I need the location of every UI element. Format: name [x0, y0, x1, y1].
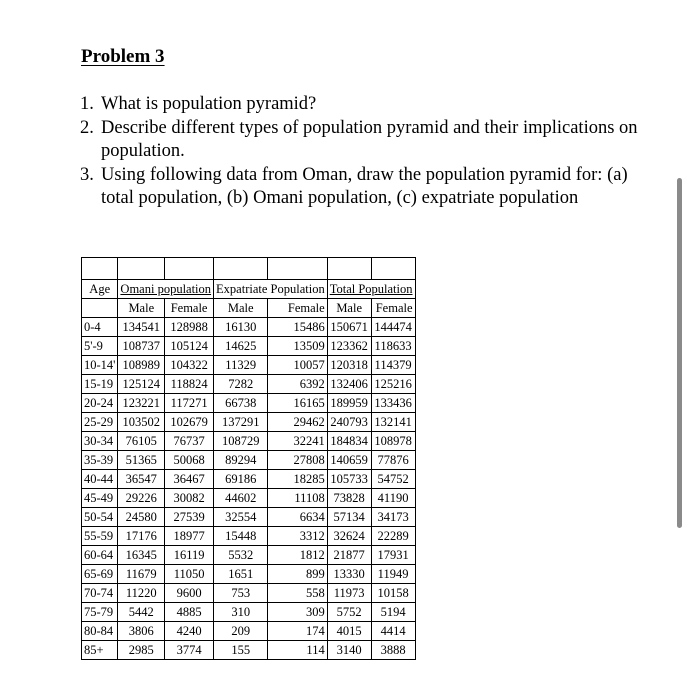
table-row	[82, 527, 416, 546]
group-header-row	[82, 280, 416, 299]
total-male-cell: 13330	[327, 565, 371, 584]
omani-female-cell: 3774	[165, 641, 214, 660]
subheader-cell: Female	[268, 299, 327, 318]
expat-female-cell: 6634	[268, 508, 327, 527]
age-cell: 65-69	[82, 565, 118, 584]
empty-row	[82, 258, 416, 280]
table-row	[82, 622, 416, 641]
expat-male-cell: 209	[214, 622, 268, 641]
empty-cell	[214, 258, 268, 280]
total-female-cell: 17931	[371, 546, 415, 565]
age-cell: 80-84	[82, 622, 118, 641]
expat-male-cell: 32554	[214, 508, 268, 527]
empty-cell	[118, 258, 165, 280]
question-item	[80, 93, 640, 117]
total-female-cell: 11949	[371, 565, 415, 584]
expat-male-cell: 16130	[214, 318, 268, 337]
expat-male-cell: 69186	[214, 470, 268, 489]
age-cell: 10-14'	[82, 356, 118, 375]
group-header-total: Total Population	[327, 280, 415, 299]
omani-female-cell: 11050	[165, 565, 214, 584]
omani-male-cell: 123221	[118, 394, 165, 413]
total-female-cell: 4414	[371, 622, 415, 641]
table-row	[82, 337, 416, 356]
age-cell: 15-19	[82, 375, 118, 394]
expat-male-cell: 66738	[214, 394, 268, 413]
expat-male-cell: 5532	[214, 546, 268, 565]
omani-female-cell: 27539	[165, 508, 214, 527]
question-text: Using following data from Oman, draw the population pyramid for: (a) total population, (b) Omani population, (c) expatriate population	[101, 164, 628, 208]
omani-female-cell: 117271	[165, 394, 214, 413]
table-row	[82, 375, 416, 394]
omani-female-cell: 76737	[165, 432, 214, 451]
total-female-cell: 5194	[371, 603, 415, 622]
omani-male-cell: 3806	[118, 622, 165, 641]
expat-female-cell: 29462	[268, 413, 327, 432]
question-number: 3.	[80, 164, 94, 185]
total-male-cell: 105733	[327, 470, 371, 489]
age-cell: 45-49	[82, 489, 118, 508]
total-male-cell: 132406	[327, 375, 371, 394]
total-male-cell: 240793	[327, 413, 371, 432]
age-cell: 60-64	[82, 546, 118, 565]
total-female-cell: 77876	[371, 451, 415, 470]
total-male-cell: 5752	[327, 603, 371, 622]
total-male-cell: 73828	[327, 489, 371, 508]
expat-female-cell: 15486	[268, 318, 327, 337]
expat-male-cell: 14625	[214, 337, 268, 356]
total-female-cell: 132141	[371, 413, 415, 432]
subheader-cell: Male	[214, 299, 268, 318]
total-female-cell: 54752	[371, 470, 415, 489]
expat-female-cell: 174	[268, 622, 327, 641]
expat-male-cell: 155	[214, 641, 268, 660]
empty-cell	[371, 258, 415, 280]
omani-male-cell: 108989	[118, 356, 165, 375]
expat-male-cell: 108729	[214, 432, 268, 451]
group-header-expatriate: Expatriate Population	[214, 280, 328, 299]
empty-cell	[268, 258, 327, 280]
subheader-row	[82, 299, 416, 318]
total-male-cell: 150671	[327, 318, 371, 337]
expat-male-cell: 44602	[214, 489, 268, 508]
expat-female-cell: 1812	[268, 546, 327, 565]
expat-male-cell: 753	[214, 584, 268, 603]
total-male-cell: 11973	[327, 584, 371, 603]
expat-female-cell: 899	[268, 565, 327, 584]
total-female-cell: 108978	[371, 432, 415, 451]
total-male-cell: 4015	[327, 622, 371, 641]
omani-male-cell: 16345	[118, 546, 165, 565]
expat-female-cell: 18285	[268, 470, 327, 489]
expat-male-cell: 89294	[214, 451, 268, 470]
table-row	[82, 470, 416, 489]
question-text: Describe different types of population pyramid and their implications on population.	[101, 117, 638, 161]
subheader-cell: Male	[118, 299, 165, 318]
total-female-cell: 34173	[371, 508, 415, 527]
expat-female-cell: 13509	[268, 337, 327, 356]
omani-male-cell: 17176	[118, 527, 165, 546]
total-female-cell: 22289	[371, 527, 415, 546]
age-cell: 5'-9	[82, 337, 118, 356]
table-row	[82, 318, 416, 337]
age-cell: 75-79	[82, 603, 118, 622]
omani-male-cell: 76105	[118, 432, 165, 451]
omani-male-cell: 11220	[118, 584, 165, 603]
total-male-cell: 21877	[327, 546, 371, 565]
age-cell: 25-29	[82, 413, 118, 432]
omani-female-cell: 128988	[165, 318, 214, 337]
total-female-cell: 41190	[371, 489, 415, 508]
expat-male-cell: 310	[214, 603, 268, 622]
table-row	[82, 451, 416, 470]
total-female-cell: 118633	[371, 337, 415, 356]
omani-female-cell: 105124	[165, 337, 214, 356]
omani-male-cell: 11679	[118, 565, 165, 584]
expat-female-cell: 32241	[268, 432, 327, 451]
omani-female-cell: 4240	[165, 622, 214, 641]
table-row	[82, 546, 416, 565]
total-female-cell: 10158	[371, 584, 415, 603]
question-number: 1.	[80, 94, 94, 114]
age-cell: 20-24	[82, 394, 118, 413]
total-male-cell: 120318	[327, 356, 371, 375]
age-cell: 35-39	[82, 451, 118, 470]
expat-female-cell: 309	[268, 603, 327, 622]
question-item	[80, 164, 640, 211]
question-item	[80, 117, 640, 164]
problem-title: Problem 3	[81, 46, 165, 67]
question-number: 2.	[80, 117, 94, 138]
table-row	[82, 489, 416, 508]
total-male-cell: 184834	[327, 432, 371, 451]
subheader-cell: Male	[327, 299, 371, 318]
omani-female-cell: 30082	[165, 489, 214, 508]
omani-female-cell: 18977	[165, 527, 214, 546]
expat-female-cell: 114	[268, 641, 327, 660]
table-row	[82, 565, 416, 584]
group-header-omani: Omani population	[118, 280, 214, 299]
subheader-cell: Female	[371, 299, 415, 318]
omani-male-cell: 29226	[118, 489, 165, 508]
population-table-wrapper	[81, 257, 416, 660]
omani-female-cell: 9600	[165, 584, 214, 603]
omani-female-cell: 4885	[165, 603, 214, 622]
total-male-cell: 57134	[327, 508, 371, 527]
total-female-cell: 144474	[371, 318, 415, 337]
omani-female-cell: 50068	[165, 451, 214, 470]
vertical-scrollbar[interactable]	[677, 178, 682, 528]
age-cell: 85+	[82, 641, 118, 660]
omani-female-cell: 102679	[165, 413, 214, 432]
total-male-cell: 189959	[327, 394, 371, 413]
table-row	[82, 603, 416, 622]
expat-male-cell: 137291	[214, 413, 268, 432]
expat-female-cell: 11108	[268, 489, 327, 508]
omani-male-cell: 2985	[118, 641, 165, 660]
table-row	[82, 432, 416, 451]
age-cell: 70-74	[82, 584, 118, 603]
table-row	[82, 356, 416, 375]
question-text: What is population pyramid?	[101, 94, 317, 114]
expat-female-cell: 16165	[268, 394, 327, 413]
expat-male-cell: 1651	[214, 565, 268, 584]
expat-male-cell: 15448	[214, 527, 268, 546]
table-row	[82, 413, 416, 432]
expat-female-cell: 6392	[268, 375, 327, 394]
omani-male-cell: 24580	[118, 508, 165, 527]
age-header: Age	[82, 280, 118, 299]
omani-male-cell: 36547	[118, 470, 165, 489]
table-row	[82, 508, 416, 527]
expat-female-cell: 10057	[268, 356, 327, 375]
total-male-cell: 3140	[327, 641, 371, 660]
empty-cell	[165, 258, 214, 280]
age-cell: 50-54	[82, 508, 118, 527]
expat-female-cell: 27808	[268, 451, 327, 470]
total-female-cell: 125216	[371, 375, 415, 394]
empty-cell	[327, 258, 371, 280]
omani-male-cell: 108737	[118, 337, 165, 356]
omani-female-cell: 118824	[165, 375, 214, 394]
total-female-cell: 133436	[371, 394, 415, 413]
omani-male-cell: 134541	[118, 318, 165, 337]
age-cell: 55-59	[82, 527, 118, 546]
age-cell: 0-4	[82, 318, 118, 337]
total-female-cell: 114379	[371, 356, 415, 375]
table-row	[82, 394, 416, 413]
omani-female-cell: 16119	[165, 546, 214, 565]
total-female-cell: 3888	[371, 641, 415, 660]
total-male-cell: 140659	[327, 451, 371, 470]
expat-male-cell: 11329	[214, 356, 268, 375]
omani-female-cell: 36467	[165, 470, 214, 489]
expat-female-cell: 3312	[268, 527, 327, 546]
subheader-cell: Female	[165, 299, 214, 318]
table-row	[82, 584, 416, 603]
omani-female-cell: 104322	[165, 356, 214, 375]
empty-cell	[82, 258, 118, 280]
omani-male-cell: 125124	[118, 375, 165, 394]
age-cell: 30-34	[82, 432, 118, 451]
omani-male-cell: 5442	[118, 603, 165, 622]
question-list	[80, 93, 640, 211]
expat-female-cell: 558	[268, 584, 327, 603]
total-male-cell: 32624	[327, 527, 371, 546]
table-row	[82, 641, 416, 660]
empty-cell	[82, 299, 118, 318]
age-cell: 40-44	[82, 470, 118, 489]
omani-male-cell: 51365	[118, 451, 165, 470]
expat-male-cell: 7282	[214, 375, 268, 394]
total-male-cell: 123362	[327, 337, 371, 356]
population-table	[81, 257, 416, 660]
omani-male-cell: 103502	[118, 413, 165, 432]
